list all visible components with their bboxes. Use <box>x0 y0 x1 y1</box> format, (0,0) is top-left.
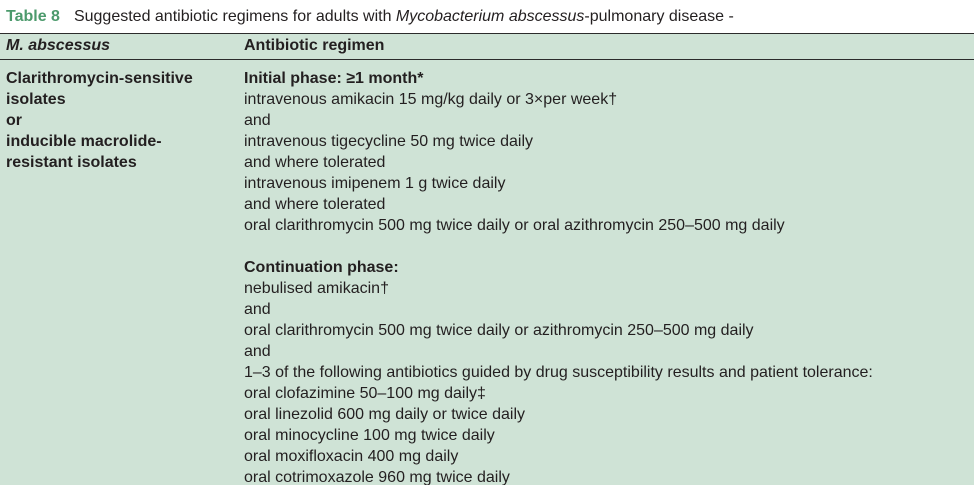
regimen-line: and <box>244 301 271 318</box>
organism-cell <box>6 68 231 173</box>
regimen-line: intravenous amikacin 15 mg/kg daily or 3×per week† <box>244 91 618 108</box>
organism-line: Clarithromycin-sensitive <box>6 70 193 87</box>
regimen-line: intravenous imipenem 1 g twice daily <box>244 175 506 192</box>
continuation-phase-heading: Continuation phase: <box>244 259 399 276</box>
regimen-line: oral cotrimoxazole 960 mg twice daily <box>244 469 510 485</box>
regimen-line: and where tolerated <box>244 154 386 171</box>
regimen-line: oral moxifloxacin 400 mg daily <box>244 448 459 465</box>
regimen-line: oral minocycline 100 mg twice daily <box>244 427 495 444</box>
table-number: Table 8 <box>6 7 60 25</box>
regimen-cell <box>244 68 969 485</box>
caption-text-before: Suggested antibiotic regimens for adults with <box>73 7 396 25</box>
regimen-line: oral clofazimine 50–100 mg daily‡ <box>244 385 486 402</box>
regimen-line: oral clarithromycin 500 mg twice daily or oral azithromycin 250–500 mg daily <box>244 217 785 234</box>
organism-line: inducible macrolide- <box>6 133 162 150</box>
caption-text-after: -pulmonary disease - <box>584 7 734 25</box>
regimen-line: oral clarithromycin 500 mg twice daily or azithromycin 250–500 mg daily <box>244 322 754 339</box>
table-caption <box>0 0 974 33</box>
regimen-line: and where tolerated <box>244 196 386 213</box>
regimen-line: 1–3 of the following antibiotics guided by drug susceptibility results and patient tolerance: <box>244 364 873 381</box>
organism-line: or <box>6 112 22 129</box>
regimen-line: intravenous tigecycline 50 mg twice daily <box>244 133 534 150</box>
organism-line: isolates <box>6 91 66 108</box>
regimen-line: oral linezolid 600 mg daily or twice daily <box>244 406 526 423</box>
header-organism: M. abscessus <box>6 37 111 54</box>
table-header <box>0 33 974 60</box>
regimen-line: nebulised amikacin† <box>244 280 389 297</box>
organism-line: resistant isolates <box>6 154 137 171</box>
regimen-line: and <box>244 112 271 129</box>
initial-phase-heading: Initial phase: ≥1 month* <box>244 70 424 87</box>
header-regimen: Antibiotic regimen <box>244 37 385 54</box>
section-gap <box>244 236 969 257</box>
regimen-line: and <box>244 343 271 360</box>
caption-text-italic: Mycobacterium abscessus <box>395 7 585 25</box>
